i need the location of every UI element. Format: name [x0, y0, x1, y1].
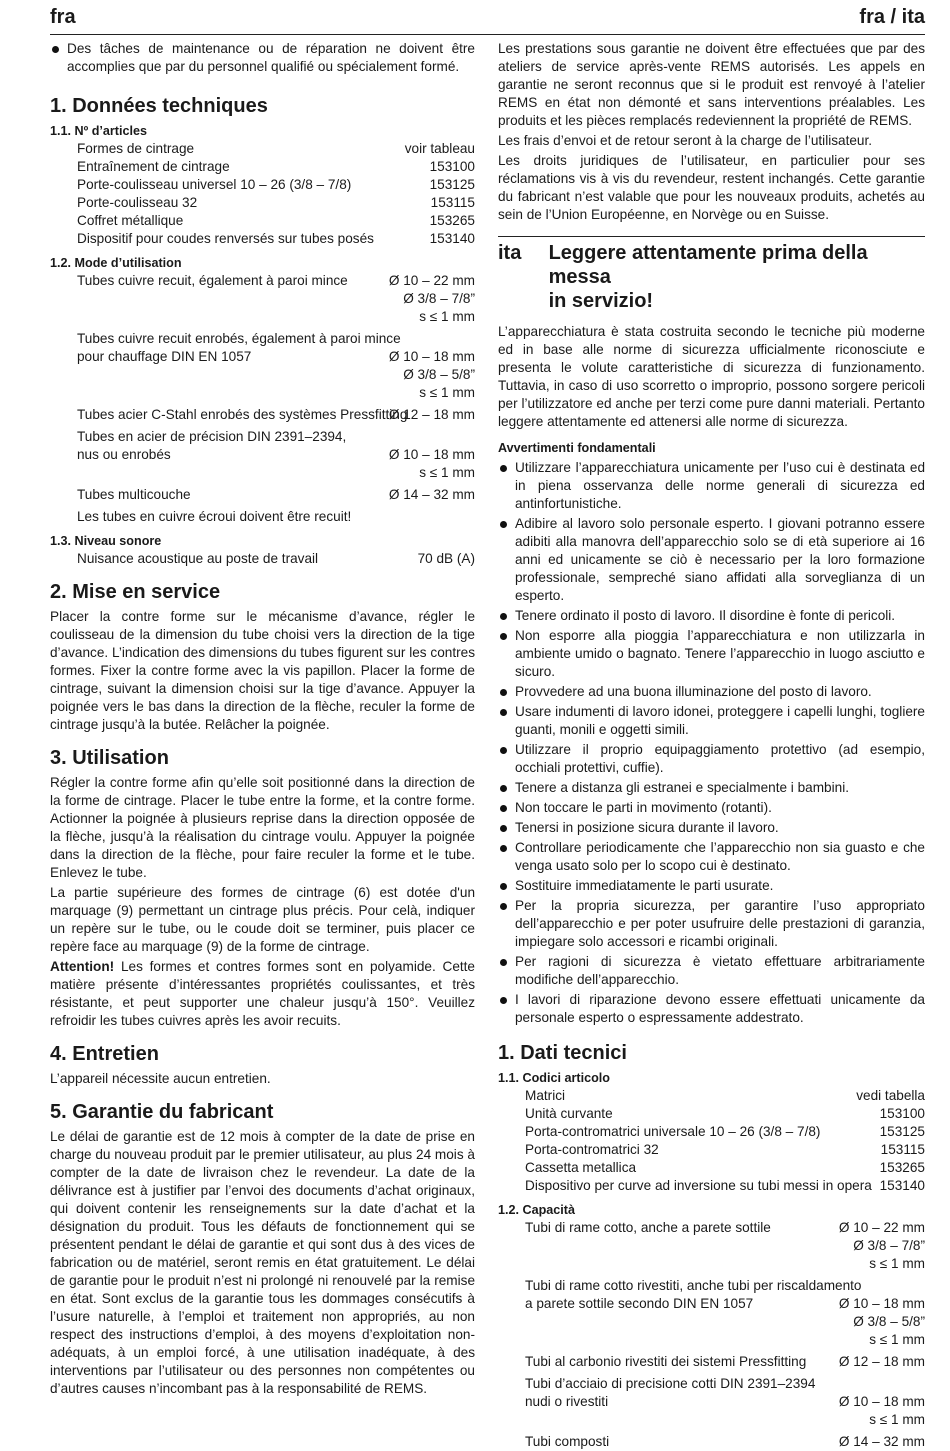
section-2-text: Placer la contre forme sur le mécanisme d’avance, régler le coulisseau de la dimension du tube choisi vers la direction de la tige d’avance. L’indication des dimensions du tubes figurent sur les contres formes. Fixer la contre forme avec la vis papillon. Placer la forme de cintrage, suivant la dimension choisi sur la tige d’avance. Appuyer la poignée vers le bas dans la direction de la flèche, reculer la forme de cintrage jusqu’à la butée. Relâcher la poignée. — [50, 609, 475, 732]
warning-item: Utilizzare il proprio equipaggiamento protettivo (ad esempio, occhiali protettivi, cuffie). — [498, 741, 925, 777]
capacity-row: Tubi d’acciaio di precisione cotti DIN 2391–2394 — [525, 1376, 816, 1391]
section-1-2-title: 1.2. Mode d’utilisation — [50, 256, 182, 270]
ita-section-1-title: 1. Dati tecnici — [498, 1042, 627, 1064]
capacity-row: nudi o rivestiti Ø 10 – 18 mm — [525, 1394, 925, 1409]
section-1-title: 1. Données techniques — [50, 95, 268, 117]
article-row: Porte-coulisseau universel 10 – 26 (3/8 – 7/8) 153125 — [77, 177, 475, 192]
warning-item: Non esporre alla pioggia l’apparecchiatura e non utilizzarla in ambiente umido o bagnato. Tenere l’apparecchio in luogo asciutto e sicuro. — [498, 627, 925, 681]
capacity-note: Les tubes en cuivre écroui doivent être recuit! — [77, 509, 352, 524]
capacity-value: s ≤ 1 mm — [869, 1332, 925, 1347]
warning-item: Adibire al lavoro solo personale esperto. I giovani potranno essere adibiti alla manovra dell’apparecchio solo se di età superiore ai 16 anni ed unicamente se ciò è necessario per la loro formazione professionale, sempreché siano affidati alla sorveglianza di un esperto. — [498, 515, 925, 605]
capacity-value: s ≤ 1 mm — [419, 465, 475, 480]
section-2-title: 2. Mise en service — [50, 581, 221, 603]
article-row: Matrici vedi tabella — [525, 1088, 925, 1103]
warranty-paragraph: Les prestations sous garantie ne doivent être effectuées que par des ateliers de service après-vente REMS autorisés. Les appels en garantie ne seront reconnus que si le produit est renvoyé à l’atelier REMS en état non démonté et sans interventions préalables. Les produits et les pièces remplacés redeviennent la propriété de REMS. — [498, 41, 925, 128]
header-language-right: fra / ita — [859, 6, 925, 28]
intro-bullet: Des tâches de maintenance ou de réparation ne doivent être accomplies que par du personnel qualifié ou spécialement formé. — [50, 40, 475, 76]
capacity-row: Tubes en acier de précision DIN 2391–2394, — [77, 429, 347, 444]
capacity-row: Tubes multicouche Ø 14 – 32 mm — [77, 487, 475, 502]
warning-item: Controllare periodicamente che l’apparecchio non sia guasto e che venga usato solo per lo scopo cui è destinato. — [498, 839, 925, 875]
warning-item: Tenersi in posizione sicura durante il lavoro. — [498, 819, 925, 837]
capacity-row: a parete sottile secondo DIN EN 1057 Ø 10 – 18 mm — [525, 1296, 925, 1311]
capacity-row: Tubes cuivre recuit, également à paroi mince Ø 10 – 22 mm — [77, 273, 475, 288]
capacity-row: nus ou enrobés Ø 10 – 18 mm — [77, 447, 475, 462]
section-3-attention: Attention! Les formes et contres formes sont en polyamide. Cette matière présente d’intéressantes propriétés coulissantes, et très résistante, et peut supporter une chaleur jusqu’à 150°. Veuillez refroidir les tubes cuivres après les avoir recuits. — [50, 959, 475, 1028]
article-row: Dispositif pour coudes renversés sur tubes posés 153140 — [77, 231, 475, 246]
ita-articles-list — [498, 1087, 925, 1195]
left-column — [50, 40, 475, 1400]
warnings-list — [498, 459, 925, 1027]
capacity-value: Ø 3/8 – 5/8” — [853, 1314, 925, 1329]
capacity-row: Tubes acier C-Stahl enrobés des systèmes Pressfitting Ø 12 – 18 mm — [77, 407, 475, 422]
capacity-value: s ≤ 1 mm — [419, 309, 475, 324]
ita-section-1-1-title: 1.1. Codici articolo — [498, 1071, 610, 1085]
capacity-value: Ø 3/8 – 5/8” — [403, 367, 475, 382]
section-3-title: 3. Utilisation — [50, 747, 169, 769]
capacity-row: Tubi composti Ø 14 – 32 mm — [525, 1434, 925, 1449]
article-row: Porte-coulisseau 32 153115 — [77, 195, 475, 210]
section-3-paragraph: Régler la contre forme afin qu’elle soit positionné dans la direction de la forme de cintrage. Placer le tube entre la forme, et la contre forme. Actionner la poignée à plusieurs reprise dans la direction opposée de la flèche, jusqu’à la réalisation du cintrage voulu. Appuyer la poignée dans la direction de la flèche, pour faire reculer la forme et le tube. Enlevez le tube. — [50, 775, 475, 880]
article-row: Formes de cintrage voir tableau — [77, 141, 475, 156]
warnings-title: Avvertimenti fondamentali — [498, 441, 656, 455]
page-header — [50, 8, 925, 35]
article-row: Entraînement de cintrage 153100 — [77, 159, 475, 174]
ita-language-tag: ita — [498, 242, 522, 264]
ita-section-1-2-title: 1.2. Capacità — [498, 1203, 576, 1217]
section-1-1-title: 1.1. Nº d’articles — [50, 124, 147, 138]
warning-item: I lavori di riparazione devono essere effettuati unicamente da personale esperto o espressamente addestrato. — [498, 991, 925, 1027]
capacity-value: s ≤ 1 mm — [419, 385, 475, 400]
warranty-paragraph: Les droits juridiques de l’utilisateur, en particulier pour ses réclamations vis à vis du revendeur, restent inchangés. Cette garantie du fabricant n’est valable que pour les nouveaux produits, achetés au sein de l’Union Européenne, en Norvège ou en Suisse. — [498, 153, 925, 222]
section-1-3-title: 1.3. Niveau sonore — [50, 534, 162, 548]
capacity-value: Ø 3/8 – 7/8” — [853, 1238, 925, 1253]
article-row: Dispositivo per curve ad inversione su tubi messi in opera 153140 — [525, 1178, 925, 1193]
warning-item: Usare indumenti di lavoro idonei, proteggere i capelli lunghi, togliere guanti, monili e oggetti simili. — [498, 703, 925, 739]
capacity-row: pour chauffage DIN EN 1057 Ø 10 – 18 mm — [77, 349, 475, 364]
noise-row: Nuisance acoustique au poste de travail 70 dB (A) — [77, 551, 475, 566]
ita-intro: L’apparecchiatura è stata costruita secondo le tecniche più moderne ed in base alle norme di sicurezza ufficialmente riconosciute e presenta le volute caratteristiche di sicurezza di funzionamento. Tuttavia, in caso di uso scorretto o improprio, possono sorgere pericoli per l’utilizzatore ed anche per terzi come pure danni materiali. Pertanto leggere attentamente ed attenersi alle norme di sicurezza. — [498, 324, 925, 429]
warranty-paragraph: Les frais d’envoi et de retour seront à la charge de l’utilisateur. — [498, 133, 873, 148]
warning-item: Utilizzare l’apparecchiatura unicamente per l’uso cui è destinata ed in piena osservanza delle norme generali di sicurezza ed antinfortunistiche. — [498, 459, 925, 513]
article-row: Unità curvante 153100 — [525, 1106, 925, 1121]
capacity-row: Tubi di rame cotto rivestiti, anche tubi per riscaldamento — [525, 1278, 862, 1293]
capacity-row: Tubes cuivre recuit enrobés, également à paroi mince — [77, 331, 401, 346]
section-4-title: 4. Entretien — [50, 1043, 159, 1065]
capacity-value: s ≤ 1 mm — [869, 1412, 925, 1427]
article-row: Coffret métallique 153265 — [77, 213, 475, 228]
article-row: Porta-contromatrici universale 10 – 26 (3/8 – 7/8) 153125 — [525, 1124, 925, 1139]
articles-list — [50, 140, 475, 248]
warning-item: Tenere a distanza gli estranei e specialmente i bambini. — [498, 779, 925, 797]
section-5-title: 5. Garantie du fabricant — [50, 1101, 274, 1123]
capacity-row: Tubi di rame cotto, anche a parete sottile Ø 10 – 22 mm — [525, 1220, 925, 1235]
section-3-paragraph: La partie supérieure des formes de cintrage (6) est dotée d'un marquage (9) permettant un cintrage plus précis. Pour celà, indiquer un repère sur le tube, ou le coude doit se terminer, puis placer ce repère face au marquage (9) de la forme de cintrage. — [50, 885, 475, 954]
capacity-row: Tubi al carbonio rivestiti dei sistemi Pressfitting Ø 12 – 18 mm — [525, 1354, 925, 1369]
section-4-text: L’appareil nécessite aucun entretien. — [50, 1071, 271, 1086]
ita-section-header — [498, 236, 925, 313]
section-5-text: Le délai de garantie est de 12 mois à compter de la date de prise en charge du nouveau produit par le premier utilisateur, au plus 24 mois à compter de la date de livraison chez le revendeur. La date de la délivrance est à justifier par l’envoi des documents d’achat originaux, qui doivent contenir les renseignements sur la date d’achat et la désignation du produit. Tous les défauts de fonctionnement qui se présentent pendant le délai de garantie et qui sont dus à des vices de fabrication ou de matériel, seront remis en état gratuitement. Le délai de garantie pour le produit n’est ni prolongé ni renouvelé par la remise en état. Sont exclus de la garantie tous les dommages consécutifs à l’usure naturelle, à l’emploi et traitement non appropriés, au non respect des instructions d’emploi, à des moyens d’exploitation non-adéquats, à un emploi forcé, à une utilisation inadéquate, à des interventions par l’utilisateur ou des personnes non compétentes ou d’autres causes n’incombant pas à la responsabilité de REMS. — [50, 1129, 475, 1396]
article-row: Cassetta metallica 153265 — [525, 1160, 925, 1175]
ita-title: Leggere attentamente prima della messa in servizio! — [548, 242, 868, 312]
warning-item: Per ragioni di sicurezza è vietato effettuare arbitrariamente modifiche dell’apparecchio. — [498, 953, 925, 989]
header-language-left: fra — [50, 6, 76, 28]
capacity-value: Ø 3/8 – 7/8” — [403, 291, 475, 306]
warning-item: Per la propria sicurezza, per garantire l’uso appropriato dell’apparecchio e per poter usufruire delle prestazioni di garanzia, impiegare solo accessori e ricambi originali. — [498, 897, 925, 951]
right-column — [498, 40, 925, 1451]
warning-item: Sostituire immediatamente le parti usurate. — [498, 877, 925, 895]
warning-item: Provvedere ad una buona illuminazione del posto di lavoro. — [498, 683, 925, 701]
warning-item: Non toccare le parti in movimento (rotanti). — [498, 799, 925, 817]
article-row: Porta-contromatrici 32 153115 — [525, 1142, 925, 1157]
capacity-value: s ≤ 1 mm — [869, 1256, 925, 1271]
warning-item: Tenere ordinato il posto di lavoro. Il disordine è fonte di pericoli. — [498, 607, 925, 625]
